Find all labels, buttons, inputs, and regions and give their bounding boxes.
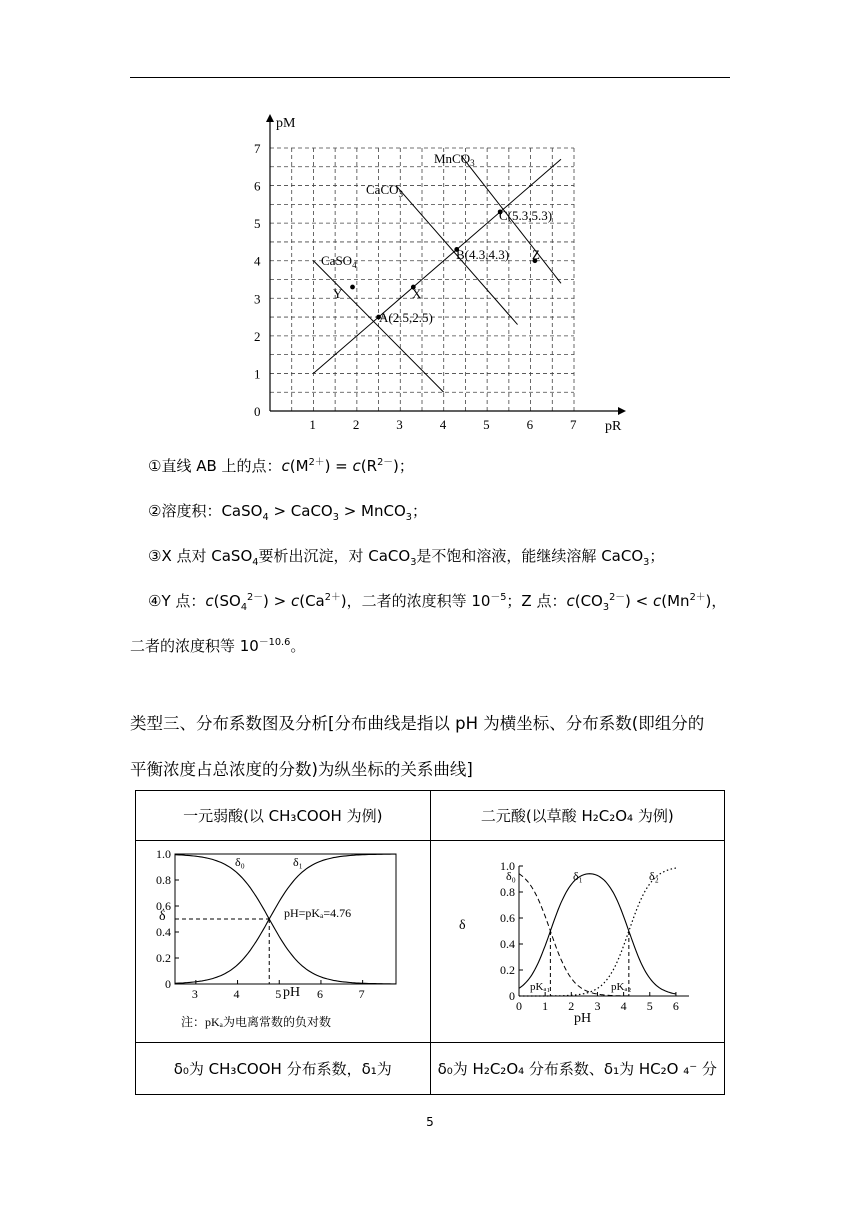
section-heading-line-2: 平衡浓度占总浓度的分数)为纵坐标的关系曲线] <box>130 760 473 779</box>
series-label-caco3: CaCO$_3$ <box>366 182 403 199</box>
chart-axes <box>156 847 396 1001</box>
legend-delta1: δ₁ <box>292 855 303 869</box>
x-tick-label: 6 <box>673 999 680 1013</box>
point-label-z: Z <box>532 247 540 262</box>
x-tick-label: 6 <box>526 417 534 432</box>
point-label-y: Y <box>333 286 343 301</box>
pka1-label: pKₐ₁ <box>530 981 551 993</box>
monoprotic-distribution-chart <box>143 844 423 1039</box>
precipitation-chart <box>240 108 640 438</box>
y-tick-label: 7 <box>254 141 261 156</box>
x-tick-label: 1 <box>309 417 316 432</box>
point-label-a: A(2.5,2.5) <box>379 310 433 325</box>
y-axis-arrow <box>266 114 274 122</box>
series-delta0 <box>519 874 676 996</box>
chart-series <box>313 156 561 393</box>
y-tick-label: 0 <box>164 977 171 991</box>
y-tick-label: 1.0 <box>155 847 171 861</box>
y-tick-label: 0.6 <box>155 899 171 913</box>
x-axis-arrow <box>618 407 626 415</box>
y-tick-label: 3 <box>254 291 261 307</box>
legend-delta0: δ₀ <box>234 855 245 869</box>
y-tick-label: 0.2 <box>155 951 171 965</box>
x-tick-label: 3 <box>396 417 403 432</box>
x-tick-label: 7 <box>358 987 365 1001</box>
x-tick-label: 7 <box>570 417 577 432</box>
point-label-x: X <box>412 286 422 301</box>
x-tick-label: 4 <box>620 999 627 1013</box>
series-delta2 <box>519 868 676 996</box>
y-tick-label: 4 <box>254 253 261 269</box>
series-label-mnco3: MnCO$_3$ <box>434 151 475 168</box>
y-tick-label: 5 <box>254 216 261 232</box>
x-tick-label: 2 <box>352 417 360 432</box>
x-tick-label: 3 <box>191 987 198 1001</box>
y-tick-label: 0.8 <box>155 873 171 887</box>
x-tick-label: 0 <box>516 999 523 1013</box>
y-axis-label: pM <box>276 116 296 131</box>
page-number: 5 <box>426 1115 434 1129</box>
y-tick-label: 6 <box>254 178 261 194</box>
statement-3: ③X 点对 CaSO$_4$要析出沉淀，对 CaCO$_3$是不饱和溶液，能继续溶解 CaCO$_3$； <box>148 547 665 568</box>
y-tick-label: 0 <box>509 989 516 1003</box>
section-heading-line-1: 类型三、分布系数图及分析[分布曲线是指以 pH 为横坐标、分布系数(即组分的 <box>130 714 705 733</box>
header-rule <box>130 77 730 78</box>
y-axis-label: δ <box>158 909 166 924</box>
y-tick-label: 0.8 <box>500 885 516 899</box>
data-point <box>350 285 355 290</box>
y-axis-label: δ <box>459 918 466 933</box>
y-tick-label: 1.0 <box>500 859 516 873</box>
diprotic-chart-cell <box>430 841 725 1043</box>
header-monoprotic: 一元弱酸(以 CH₃COOH 为例) <box>136 791 431 841</box>
footnote: 注：pKₐ为电离常数的负对数 <box>180 1015 331 1029</box>
diprotic-distribution-chart <box>437 844 717 1039</box>
legend-delta1: δ₁ <box>573 869 584 883</box>
statement-2: ②溶度积：CaSO$_4$ > CaCO$_3$ > MnCO$_3$； <box>148 502 428 523</box>
y-tick-label: 0.2 <box>500 963 516 977</box>
distribution-table <box>135 790 725 1095</box>
y-tick-label: 1 <box>254 366 261 382</box>
x-tick-label: 5 <box>274 987 281 1001</box>
diprotic-description: δ₀为 H₂C₂O₄ 分布系数、δ₁为 HC₂O ₄⁻ 分 <box>430 1043 725 1095</box>
x-tick-label: 3 <box>594 999 601 1013</box>
monoprotic-description: δ₀为 CH₃COOH 分布系数，δ₁为 <box>136 1043 431 1095</box>
y-tick-label: 0.6 <box>500 911 516 925</box>
header-diprotic: 二元酸(以草酸 H₂C₂O₄ 为例) <box>430 791 725 841</box>
series-label-caso4: CaSO$_4$ <box>321 253 357 270</box>
x-tick-label: 4 <box>233 987 240 1001</box>
series-delta1 <box>519 874 676 994</box>
y-tick-label: 0 <box>254 404 261 419</box>
x-axis-label: pH <box>574 1011 592 1026</box>
point-label-b: B(4.3,4.3) <box>456 247 510 262</box>
x-tick-label: 1 <box>542 999 549 1013</box>
point-label-c: C(5.3,5.3) <box>499 208 553 223</box>
x-axis-label: pH <box>282 985 300 1000</box>
statement-4: ④Y 点：$c(SO_4^{2-}) > c(Ca^{2+})$，二者的浓度积等 $10^{-5}$；Z 点：$c(CO_3^{2-}) < c(Mn^{2+})$， <box>148 592 727 613</box>
chart-series <box>519 868 676 996</box>
y-tick-label: 2 <box>254 328 261 344</box>
x-tick-label: 5 <box>483 417 490 432</box>
pka-annotation: pH=pKₐ=4.76 <box>283 906 351 920</box>
monoprotic-chart-cell <box>136 841 431 1043</box>
x-tick-label: 4 <box>439 417 447 432</box>
x-tick-label: 5 <box>647 999 654 1013</box>
y-tick-label: 0.4 <box>155 925 171 939</box>
y-tick-label: 0.4 <box>500 937 516 951</box>
x-axis-label: pR <box>605 419 622 434</box>
statement-1: ①直线 AB 上的点：$c(M^{2+}) = c(R^{2-})$； <box>148 457 414 475</box>
legend-delta2: δ₂ <box>649 869 660 883</box>
statement-4-continued: 二者的浓度积等 $10^{-10.6}$。 <box>130 637 306 655</box>
pka2-label: pKₐ₂ <box>611 981 632 993</box>
x-tick-label: 6 <box>316 987 323 1001</box>
legend-delta0: δ₀ <box>506 869 517 883</box>
x-tick-label: 2 <box>568 999 575 1013</box>
